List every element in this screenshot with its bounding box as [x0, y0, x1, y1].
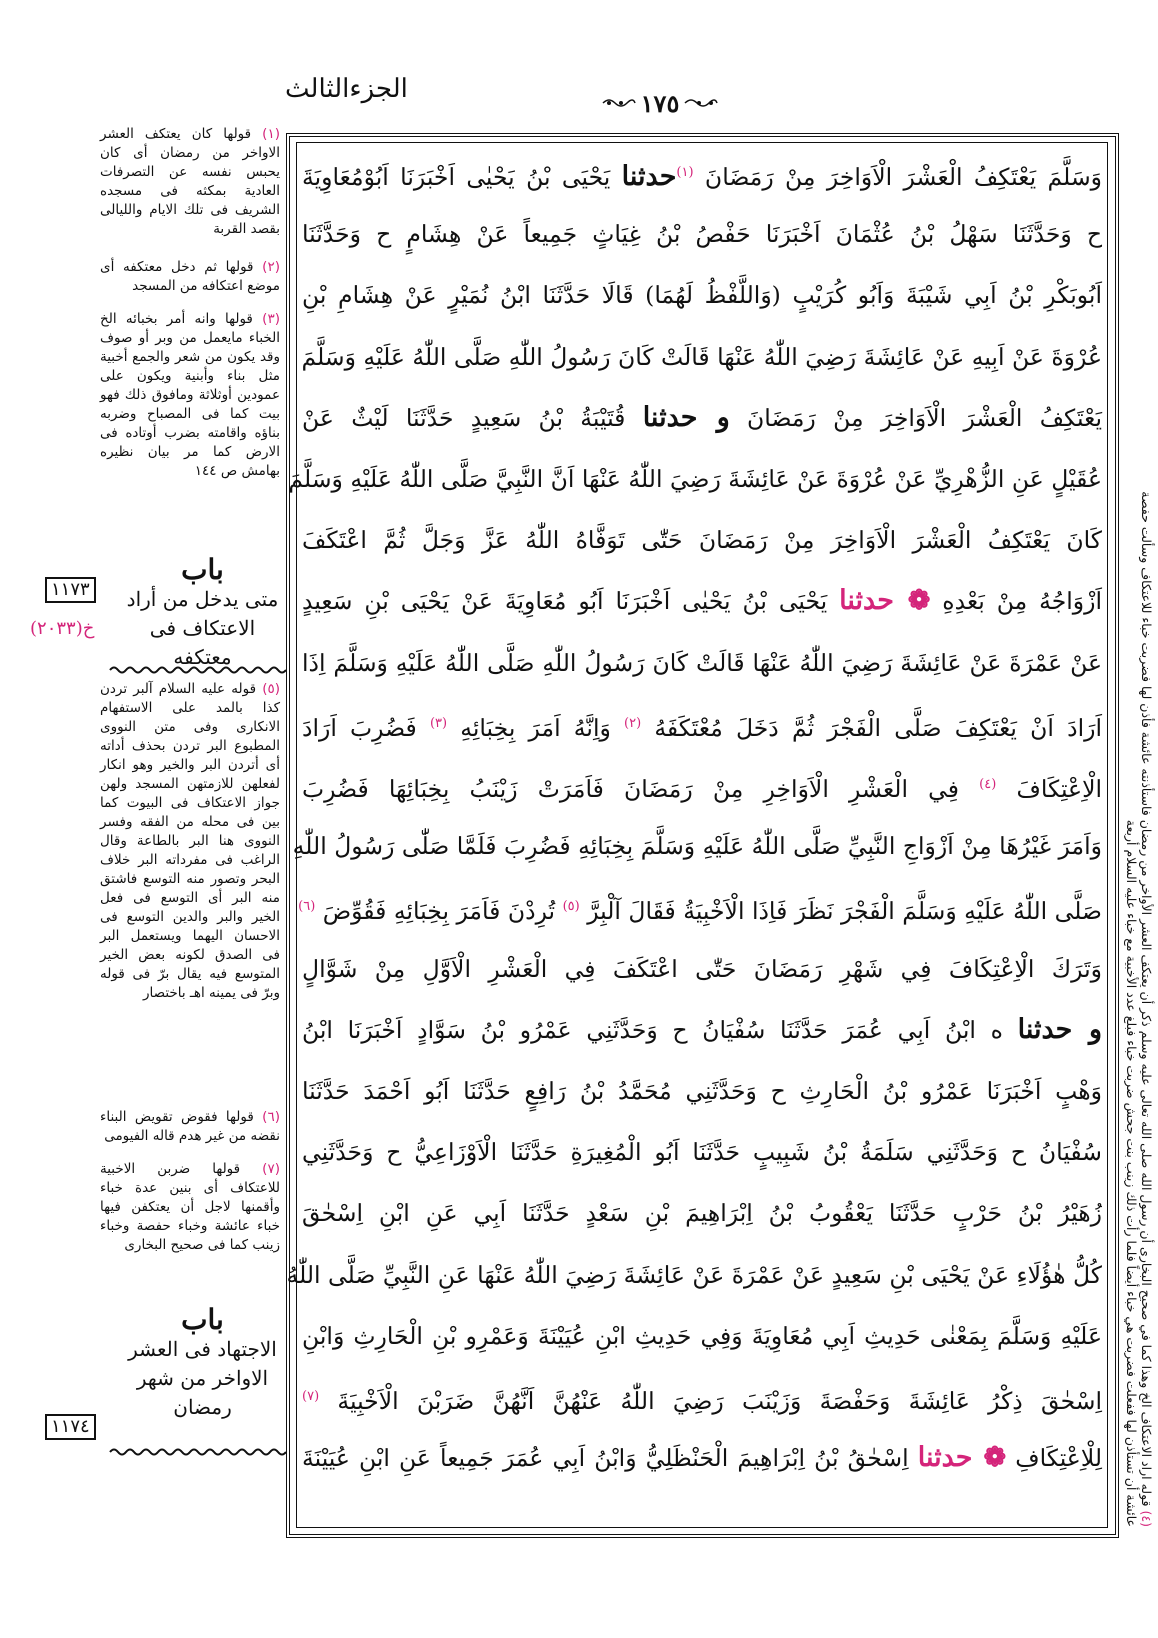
text-line-17 [302, 1126, 1102, 1178]
footnote-ref: (٦) [298, 899, 316, 915]
margin-note-7 [100, 1160, 280, 1255]
footnote-ref: (٥) [562, 899, 580, 915]
text-segment: صَلَّى اللّٰهُ عَلَيْهِ وَسَلَّمَ الْفَجْرَ نَظَرَ فَاِذَا الْاَخْبِيَةُ فَقَالَ آلْبِرَّ [579, 897, 1102, 926]
footnote-ref: (٢) [624, 715, 642, 731]
text-segment: اِسْحٰقَ ذِكْرُ عَائِشَةَ وَحَفْصَةَ وَزَيْنَبَ رَضِيَ اللّٰهُ عَنْهُنَّ اَنَّهُنَّ ضَرَبْنَ الْاَخْبِيَةَ [319, 1386, 1102, 1415]
note-text: قولها كان يعتكف العشر الاواخر من رمضان أى كان يحبس نفسه عن التصرفات العادية بمكثه فى مسجده الشريف فى تلك الايام والليالى بقصد القربة [100, 126, 280, 237]
side-note [1122, 457, 1154, 1527]
divider-icon [110, 665, 288, 675]
margin-note-3 [100, 310, 280, 481]
hadith-keyword: حدثنا [621, 160, 677, 192]
note-number: (٣) [262, 311, 280, 327]
text-line-19 [286, 1249, 1102, 1301]
ornament-right-icon [685, 96, 719, 110]
text-segment: فَضُرِبَ اَرَادَ [302, 713, 430, 742]
hadith-number-1173: ١١٧٣ [45, 577, 96, 603]
note-number: (٧) [262, 1161, 280, 1177]
text-segment: عَنْ عَمْرَةَ عَنْ عَائِشَةَ رَضِيَ اللّٰهُ عَنْهَا قَالَتْ كَانَ رَسُولُ اللّٰهِ صَلَّى اللّٰهُ عَلَيْهِ وَسَلَّمَ اِذَا [302, 648, 1102, 677]
note-number: (٢) [262, 259, 280, 275]
hadith-number-1174: ١١٧٤ [45, 1414, 96, 1440]
text-line-8 [302, 575, 1102, 627]
margin-note-1 [100, 125, 280, 239]
hadith-keyword: و حدثنا [1017, 1013, 1102, 1045]
page-number: ١٧٥ [640, 88, 680, 118]
chapter-heading-1 [120, 555, 285, 672]
text-segment: وَاَمَرَ غَيْرُهَا مِنْ اَزْوَاجِ النَّبِيِّ صَلَّى اللّٰهُ عَلَيْهِ وَسَلَّمَ بِخِبَائِهِ فَضُرِبَ فَلَمَّا صَلّٰى رَسُولُ اللّٰهِ [292, 832, 1102, 861]
text-line-22 [302, 1432, 1102, 1484]
text-segment: يَحْيَى بْنُ يَحْيٰى اَخْبَرَنَا اَبُوْمُعَاوِيَةَ [302, 162, 622, 191]
note-number: (٦) [262, 1109, 280, 1125]
text-segment: يَعْتَكِفُ الْعَشْرَ الْاَوَاخِرَ مِنْ رَمَضَانَ [729, 403, 1102, 432]
side-note-column [1122, 457, 1154, 1527]
chapter-label: باب [181, 553, 224, 586]
text-segment: وَتَرَكَ الْاِعْتِكَافَ فِي شَهْرِ رَمَضَانَ حَتّٰى اعْتَكَفَ فِي الْعَشْرِ الْاَوَّلِ مِنْ شَوَّالٍ [302, 954, 1102, 983]
text-line-21 [302, 1371, 1102, 1423]
margin-note-5 [100, 680, 280, 1003]
text-line-13 [298, 881, 1102, 933]
text-line-5 [302, 392, 1102, 444]
note-number: (٥) [262, 681, 281, 697]
text-segment: وَاِنَّهُ اَمَرَ بِخِبَائِهِ [447, 713, 624, 742]
text-line-9 [302, 637, 1102, 689]
text-segment: اِسْحٰقُ بْنُ اِبْرَاهِيمَ الْحَنْظَلِيُّ وَابْنُ اَبِي عُمَرَ جَمِيعاً عَنِ ابْنِ عُيَيْنَةَ [302, 1444, 918, 1473]
text-line-20 [302, 1310, 1102, 1362]
chapter-title: متى يدخل من أراد الاعتكاف فى معتكفه [126, 587, 279, 669]
margin-note-2 [100, 258, 280, 296]
text-segment: عُرْوَةَ عَنْ اَبِيهِ عَنْ عَائِشَةَ رَضِيَ اللّٰهُ عَنْهَا قَالَتْ كَانَ رَسُولُ اللّٰهِ صَلَّى اللّٰهُ عَلَيْهِ وَسَلَّمَ [301, 342, 1102, 371]
chapter-label: باب [181, 1303, 224, 1336]
footnote-ref: (٤) [979, 777, 997, 792]
hadith-keyword: و حدثنا [642, 401, 730, 433]
text-line-1 [302, 147, 1102, 199]
text-line-7 [302, 514, 1102, 566]
page-number-ornament [590, 86, 730, 120]
text-line-11 [302, 759, 1102, 811]
side-note-number: (٤) [1139, 1510, 1154, 1527]
text-segment: اَرَادَ اَنْ يَعْتَكِفَ صَلَّى الْفَجْرَ ثُمَّ دَخَلَ مُعْتَكَفَهُ [641, 713, 1102, 742]
text-segment: قُتَيْبَةُ بْنُ سَعِيدٍ حَدَّثَنَا لَيْثٌ عَنْ [302, 403, 643, 432]
text-segment: زُهَيْرُ بْنُ حَرْبٍ حَدَّثَنَا يَعْقُوبُ بْنُ اِبْرَاهِيمَ بْنِ سَعْدٍ حَدَّثَنَا اَبِي عَنِ ابْنِ اِسْحٰقَ [302, 1199, 1102, 1228]
text-segment: ه ابْنُ اَبِي عُمَرَ حَدَّثَنَا سُفْيَانُ ح وَحَدَّثَنِي عَمْرُو بْنُ سَوَّادٍ اَخْبَرَنَا ابْنُ [302, 1015, 1018, 1044]
text-segment: الْاِعْتِكَافَ [996, 774, 1103, 803]
text-line-15 [302, 1004, 1102, 1056]
hadith-keyword: ❁ حدثنا [917, 1442, 1007, 1474]
footnote-ref: (٣) [429, 715, 448, 731]
text-segment: كَانَ يَعْتَكِفُ الْعَشْرَ الْاَوَاخِرَ مِنْ رَمَضَانَ حَتّٰى تَوَفَّاهُ اللّٰهُ عَزَّ وَجَلَّ ثُمَّ اعْتَكَفَ [302, 526, 1102, 555]
text-segment: وَهْبٍ اَخْبَرَنَا عَمْرُو بْنُ الْحَارِثِ ح وَحَدَّثَنِي مُحَمَّدُ بْنُ رَافِعٍ حَدَّثَنَا اَبُو اَحْمَدَ حَدَّثَنَا [302, 1077, 1102, 1105]
footnote-ref: (١) [676, 165, 694, 180]
text-line-14 [302, 943, 1102, 995]
text-line-10 [302, 698, 1102, 750]
text-line-18 [302, 1187, 1102, 1239]
ornament-left-icon [601, 96, 635, 110]
text-segment: عُقَيْلٍ عَنِ الزُّهْرِيِّ عَنْ عُرْوَةَ عَنْ عَائِشَةَ رَضِيَ اللّٰهُ عَنْهَا اَنَّ النَّبِيَّ صَلَّى اللّٰهُ عَلَيْهِ وَسَلَّمَ [288, 465, 1102, 493]
text-line-12 [292, 820, 1102, 872]
hadith-keyword: ❁ حدثنا [839, 585, 931, 617]
margin-note-6 [100, 1108, 280, 1146]
bukhari-cross-reference: خ(٢٠٣٣) [30, 618, 95, 639]
text-segment: عَلَيْهِ وَسَلَّمَ بِمَعْنٰى حَدِيثِ اَبِي مُعَاوِيَةَ وَفِي حَدِيثِ ابْنِ عُيَيْنَةَ وَعَمْرِو بْنِ الْحَارِثِ وَابْنِ [302, 1321, 1102, 1350]
chapter-heading-2 [120, 1305, 285, 1422]
text-segment: اَزْوَاجُهُ مِنْ بَعْدِهِ [930, 587, 1103, 616]
text-line-16 [302, 1065, 1102, 1117]
note-text: قولها ضربن الاخبية للاعتكاف أى بنين عدة خباء وأقمنها لاجل أن يعتكفن فيها خباء عائشة وخباء حفصة وخباء زينب كما فى صحيح البخارى [100, 1161, 280, 1253]
chapter-title: الاجتهاد فى العشر الاواخر من شهر رمضان [128, 1337, 277, 1419]
volume-title: الجزءالثالث [285, 74, 408, 104]
note-text: قولها ثم دخل معتكفه أى موضع اعتكافه من المسجد [100, 259, 280, 294]
note-text: قولها فقوض تقويض البناء نقضه من غير هدم قاله الفيومى [100, 1109, 280, 1144]
text-segment: لِلْاِعْتِكَافِ [1006, 1444, 1103, 1473]
note-number: (١) [262, 126, 280, 142]
text-segment: يَحْيَى بْنُ يَحْيٰى اَخْبَرَنَا اَبُو مُعَاوِيَةَ عَنْ يَحْيَى بْنِ سَعِيدٍ [302, 587, 840, 616]
text-segment: تُرِدْنَ فَاَمَرَ بِخِبَائِهِ فَقُوِّضَ [315, 897, 563, 926]
side-note-text: قوله اراد الاعتكاف الخ وهذا كما في صحيح البخارى أن رسول الله صلى الله تعالى عليه وسلم ذكر أن يعتكف العشر الأواخر من رمضان فاستأذنته عائشة فأذن لها فضربت خباء للاعتكاف وسألت حفصة عائشة أن تستأذن لها ففعلت فضربت هي خباء أيضاً فلما رأت ذلك زينب بنت جحش ضربت خباء فبلغ عدد الأخبية مع خباء عليه السلام أربعة [1124, 491, 1154, 1527]
footnote-ref: (٧) [302, 1389, 320, 1404]
text-line-2 [302, 208, 1102, 260]
text-line-4 [302, 331, 1102, 383]
note-text: قولها وانه أمر بخبائه الخ الخباء مايعمل من وبر أو صوف وقد يكون من شعر والجمع أخبية مثل بناء وأبنية ويكون على عمودين أوثلاثة ومافوق ذلك فهو بيت كما فى المصباح وضربه بناؤه واقامته بضرب أوتاده فى الارض كما مر بيان نظيره بهامش ص ١٤٤ [100, 311, 280, 479]
text-segment: اَبُوبَكْرِ بْنُ اَبِي شَيْبَةَ وَاَبُو كُرَيْبٍ (وَاللَّفْظُ لَهُمَا) قَالَا حَدَّثَنَا ابْنُ نُمَيْرٍ عَنْ هِشَامِ بْنِ [302, 281, 1102, 310]
text-segment: فِي الْعَشْرِ الْاَوَاخِرِ مِنْ رَمَضَانَ فَاَمَرَتْ زَيْنَبُ بِخِبَائِهَا فَضُرِبَ [302, 774, 980, 803]
text-segment: كُلُّ هٰؤُلَاءِ عَنْ يَحْيَى بْنِ سَعِيدٍ عَنْ عَمْرَةَ عَنْ عَائِشَةَ رَضِيَ اللّٰهُ عَنْهَا عَنِ النَّبِيِّ صَلَّى اللّٰهُ [286, 1260, 1102, 1289]
text-segment: سُفْيَانُ ح وَحَدَّثَنِي سَلَمَةُ بْنُ شَبِيبٍ حَدَّثَنَا اَبُو الْمُغِيرَةِ حَدَّثَنَا الْاَوْزَاعِيُّ ح وَحَدَّثَنِي [302, 1138, 1102, 1167]
text-segment: ح وَحَدَّثَنَا سَهْلُ بْنُ عُثْمَانَ اَخْبَرَنَا حَفْصُ بْنُ غِيَاثٍ جَمِيعاً عَنْ هِشَامٍ ح وَحَدَّثَنَا [302, 220, 1102, 249]
text-line-6 [288, 453, 1102, 505]
note-text: قوله عليه السلام آلبر تردن كذا بالمد على الاستفهام الانكارى وفى متن النووى المطبوع البر تردن بحذف أداته أى أتردن البر والخير وهو انكار لفعلهن للازمتهن المسجد ولهن جواز الاعتكاف فى البيوت كما بين فى محله من الفقه وفسر النووى هنا البر بالطاعة وقال الراغب فى مفرداته البر خلاف البحر وتصور منه التوسع فاشتق منه البر أى التوسع فى فعل الخير والبر والدين التوسع فى الاحسان اليهما ويستعمل البر فى الصدق لكونه بعض الخير المتوسع فيه يقال برّ فى قوله وبرّ فى يمينه اهـ باختصار [100, 681, 280, 1001]
text-segment: وَسَلَّمَ يَعْتَكِفُ الْعَشْرَ الْاَوَاخِرَ مِنْ رَمَضَانَ [693, 162, 1102, 191]
divider-icon [110, 1447, 288, 1457]
text-line-3 [302, 269, 1102, 321]
